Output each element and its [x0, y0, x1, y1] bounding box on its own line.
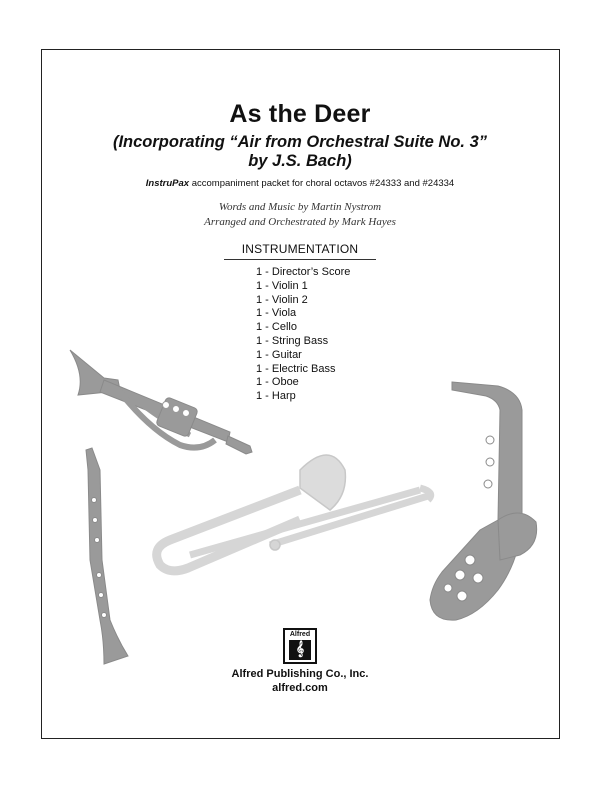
subtitle-line-1: (Incorporating “Air from Orchestral Suite No. 3”	[112, 133, 488, 151]
packet-brand: InstruPax	[145, 178, 190, 189]
list-item: 1 - Electric Bass	[256, 362, 336, 375]
list-item: 1 - Guitar	[256, 348, 302, 361]
logo-label: Alfred	[289, 631, 311, 638]
list-item: 1 - Violin 1	[256, 279, 308, 292]
credit-words-music: Words and Music by Martin Nystrom	[218, 201, 382, 213]
list-item: 1 - Harp	[256, 390, 296, 403]
trombone-icon	[157, 455, 431, 571]
list-item: 1 - Violin 2	[256, 293, 308, 306]
alfred-logo	[283, 628, 317, 664]
logo-mark-icon: 𝄞	[289, 640, 311, 660]
list-item: 1 - Director’s Score	[256, 266, 351, 278]
list-item: 1 - Oboe	[256, 376, 299, 389]
clarinet-icon	[86, 448, 128, 664]
trumpet-icon	[70, 350, 252, 454]
publisher-website: alfred.com	[272, 682, 328, 694]
credit-arranger: Arranged and Orchestrated by Mark Hayes	[204, 216, 396, 228]
list-item: 1 - String Bass	[256, 334, 329, 347]
list-item: 1 - Viola	[256, 307, 297, 320]
page-title: As the Deer	[229, 100, 371, 128]
subtitle-line-2: by J.S. Bach)	[248, 152, 352, 170]
list-item: 1 - Cello	[256, 321, 297, 334]
instrumentation-heading: INSTRUMENTATION	[241, 242, 359, 256]
saxophone-icon	[430, 382, 537, 620]
publisher-name: Alfred Publishing Co., Inc.	[231, 668, 369, 680]
packet-text: accompaniment packet for choral octavos #24333 and #24334	[189, 178, 455, 189]
